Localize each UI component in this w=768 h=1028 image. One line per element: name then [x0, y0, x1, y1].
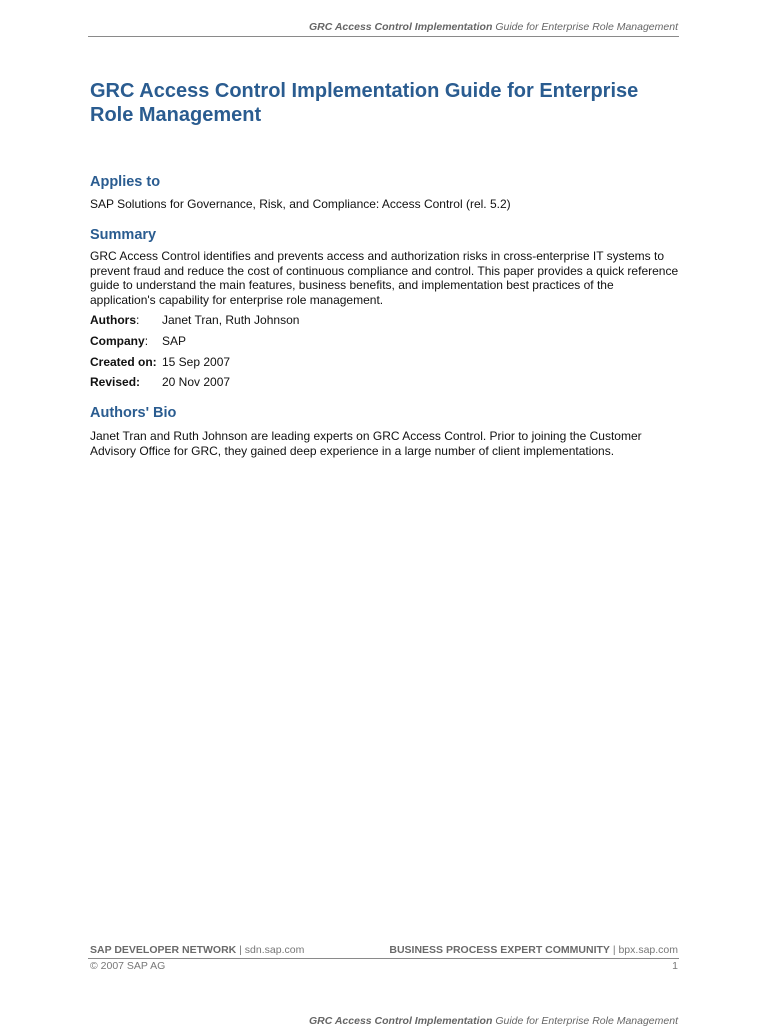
summary-heading: Summary [90, 227, 157, 243]
document-title: GRC Access Control Implementation Guide for Enterprise Role Management [90, 80, 639, 126]
company-value: SAP [162, 334, 187, 348]
footer-sdn-name: SAP DEVELOPER NETWORK [90, 944, 237, 956]
company-row: Company: SAP [90, 334, 187, 348]
revised-row [90, 375, 230, 390]
company-label: Company [90, 334, 145, 348]
footer-bpx-name: BUSINESS PROCESS EXPERT COMMUNITY [389, 944, 610, 956]
footer-sdn [90, 944, 304, 957]
authors-value: Janet Tran, Ruth Johnson [162, 313, 300, 327]
next-page-header [90, 1014, 678, 1028]
created-value: 15 Sep 2007 [162, 355, 231, 369]
applies-to-text: SAP Solutions for Governance, Risk, and Compliance: Access Control (rel. 5.2) [90, 197, 511, 211]
created-row [90, 355, 230, 370]
applies-to-heading: Applies to [90, 174, 161, 190]
authors-bio-heading: Authors' Bio [90, 405, 177, 421]
footer-copyright: © 2007 SAP AG [90, 960, 166, 972]
revised-label: Revised: [90, 375, 141, 389]
next-page-header-title-rest: Guide for Enterprise Role Management [495, 1015, 678, 1027]
created-label: Created on: [90, 355, 157, 369]
authors-row: Authors: Janet Tran, Ruth Johnson [90, 313, 300, 327]
authors-bio-text: Janet Tran and Ruth Johnson are leading experts on GRC Access Control. Prior to joining the Customer Advisory Office for GRC, they gained deep experience in a large number of client implementations. [90, 429, 642, 458]
page-number: 1 [672, 960, 678, 972]
next-page-header-title-bold: GRC Access Control Implementation [308, 1015, 493, 1027]
footer-sdn-url: | sdn.sap.com [236, 944, 305, 956]
footer-bpx [389, 944, 678, 957]
running-header [90, 20, 678, 34]
revised-value: 20 Nov 2007 [162, 375, 231, 389]
authors-label: Authors [90, 313, 136, 327]
summary-text: GRC Access Control identifies and prevents access and authorization risks in cross-enterprise IT systems to prevent fraud and reduce the cost of continuous compliance and control. This paper provides a quick reference guide to understand the main features, business benefits, and implementation best practices of the application's capability for enterprise role management. [90, 249, 679, 307]
footer-divider [88, 958, 679, 959]
running-header-title-bold: GRC Access Control Implementation [308, 21, 493, 33]
header-divider [88, 36, 679, 37]
running-header-title-rest: Guide for Enterprise Role Management [495, 21, 678, 33]
footer-bpx-url: | bpx.sap.com [609, 944, 678, 956]
